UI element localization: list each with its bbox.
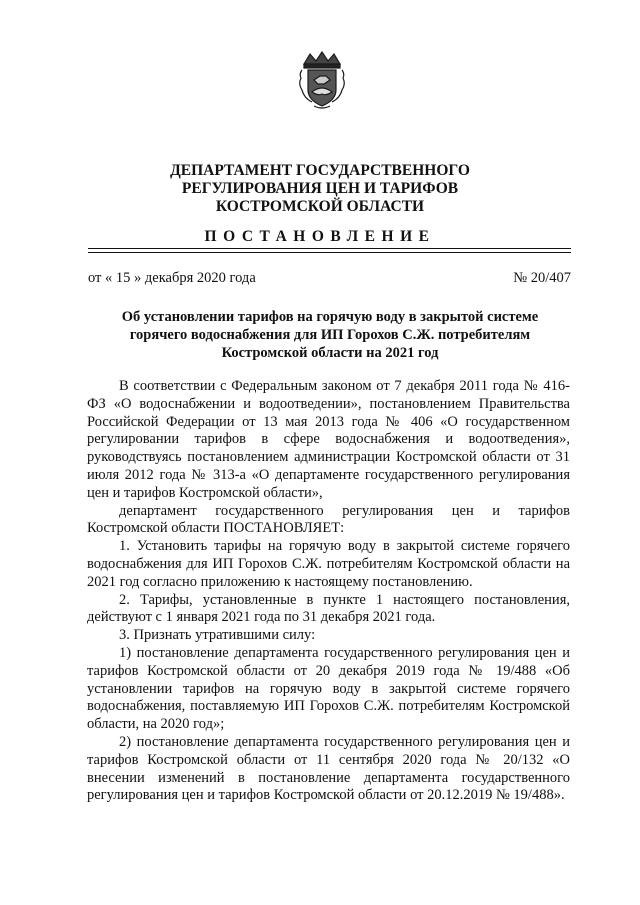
heading-line-3: Костромской области на 2021 год bbox=[221, 345, 439, 361]
department-line-3: КОСТРОМСКОЙ ОБЛАСТИ bbox=[215, 198, 425, 215]
header-divider-thin bbox=[88, 248, 571, 249]
heading-line-1: Об установлении тарифов на горячую воду в закрытой системе bbox=[121, 309, 539, 325]
document-heading bbox=[100, 308, 560, 362]
coat-of-arms-emblem bbox=[296, 50, 348, 112]
preamble-paragraph: В соответствии с Федеральным законом от 7 декабря 2011 года № 416-ФЗ «О водоснабжении и водоотведении», постановлением Правительства Российской Федерации от 13 мая 2013 года № 406 «О государственном регулировании тарифов в сфере водоснабжения и водоотведения», руководствуясь постановлением администрации Костромской области от 31 июля 2012 года № 313-а «О департаменте государственного регулирования цен и тарифов Костромской области», bbox=[87, 378, 570, 501]
clause-3-paragraph: 3. Признать утратившими силу: bbox=[119, 627, 316, 644]
document-type-title: ПОСТАНОВЛЕНИЕ bbox=[204, 228, 436, 245]
clause-2-paragraph: 2. Тарифы, установленные в пункте 1 настоящего постановления, действуют с 1 января 2021 года по 31 декабря 2021 года. bbox=[87, 591, 570, 626]
resolution-paragraph: департамент государственного регулирования цен и тарифов Костромской области ПОСТАНОВЛЯЕТ: bbox=[87, 502, 570, 537]
clause-3-item-1: 1) постановление департамента государственного регулирования цен и тарифов Костромской области от 20 декабря 2019 года № 19/488 «Об установлении тарифов на горячую воду в закрытой системе горячего водоснабжения, поставляемую ИП Горохов С.Ж. потребителям Костромской области, на 2020 год»; bbox=[87, 644, 570, 733]
document-body bbox=[87, 378, 570, 805]
clause-1-paragraph: 1. Установить тарифы на горячую воду в закрытой системе горячего водоснабжения для ИП Горохов С.Ж. потребителям Костромской области на 2021 год согласно приложению к настоящему постановлению. bbox=[87, 538, 570, 590]
document-date: от « 15 » декабря 2020 года bbox=[88, 270, 256, 286]
department-name bbox=[120, 162, 520, 216]
header-divider-thick bbox=[88, 252, 571, 253]
heading-line-2: горячего водоснабжения для ИП Горохов С.Ж. потребителям bbox=[129, 327, 531, 343]
department-line-1: ДЕПАРТАМЕНТ ГОСУДАРСТВЕННОГО bbox=[170, 162, 470, 179]
department-line-2: РЕГУЛИРОВАНИЯ ЦЕН И ТАРИФОВ bbox=[181, 180, 459, 197]
clause-3-item-2: 2) постановление департамента государственного регулирования цен и тарифов Костромской области от 11 сентября 2020 года № 20/132 «О внесении изменений в постановление департамента государственного регулирования цен и тарифов Костромской области от 20.12.2019 № 19/488». bbox=[87, 733, 570, 804]
document-number: № 20/407 bbox=[513, 270, 571, 286]
